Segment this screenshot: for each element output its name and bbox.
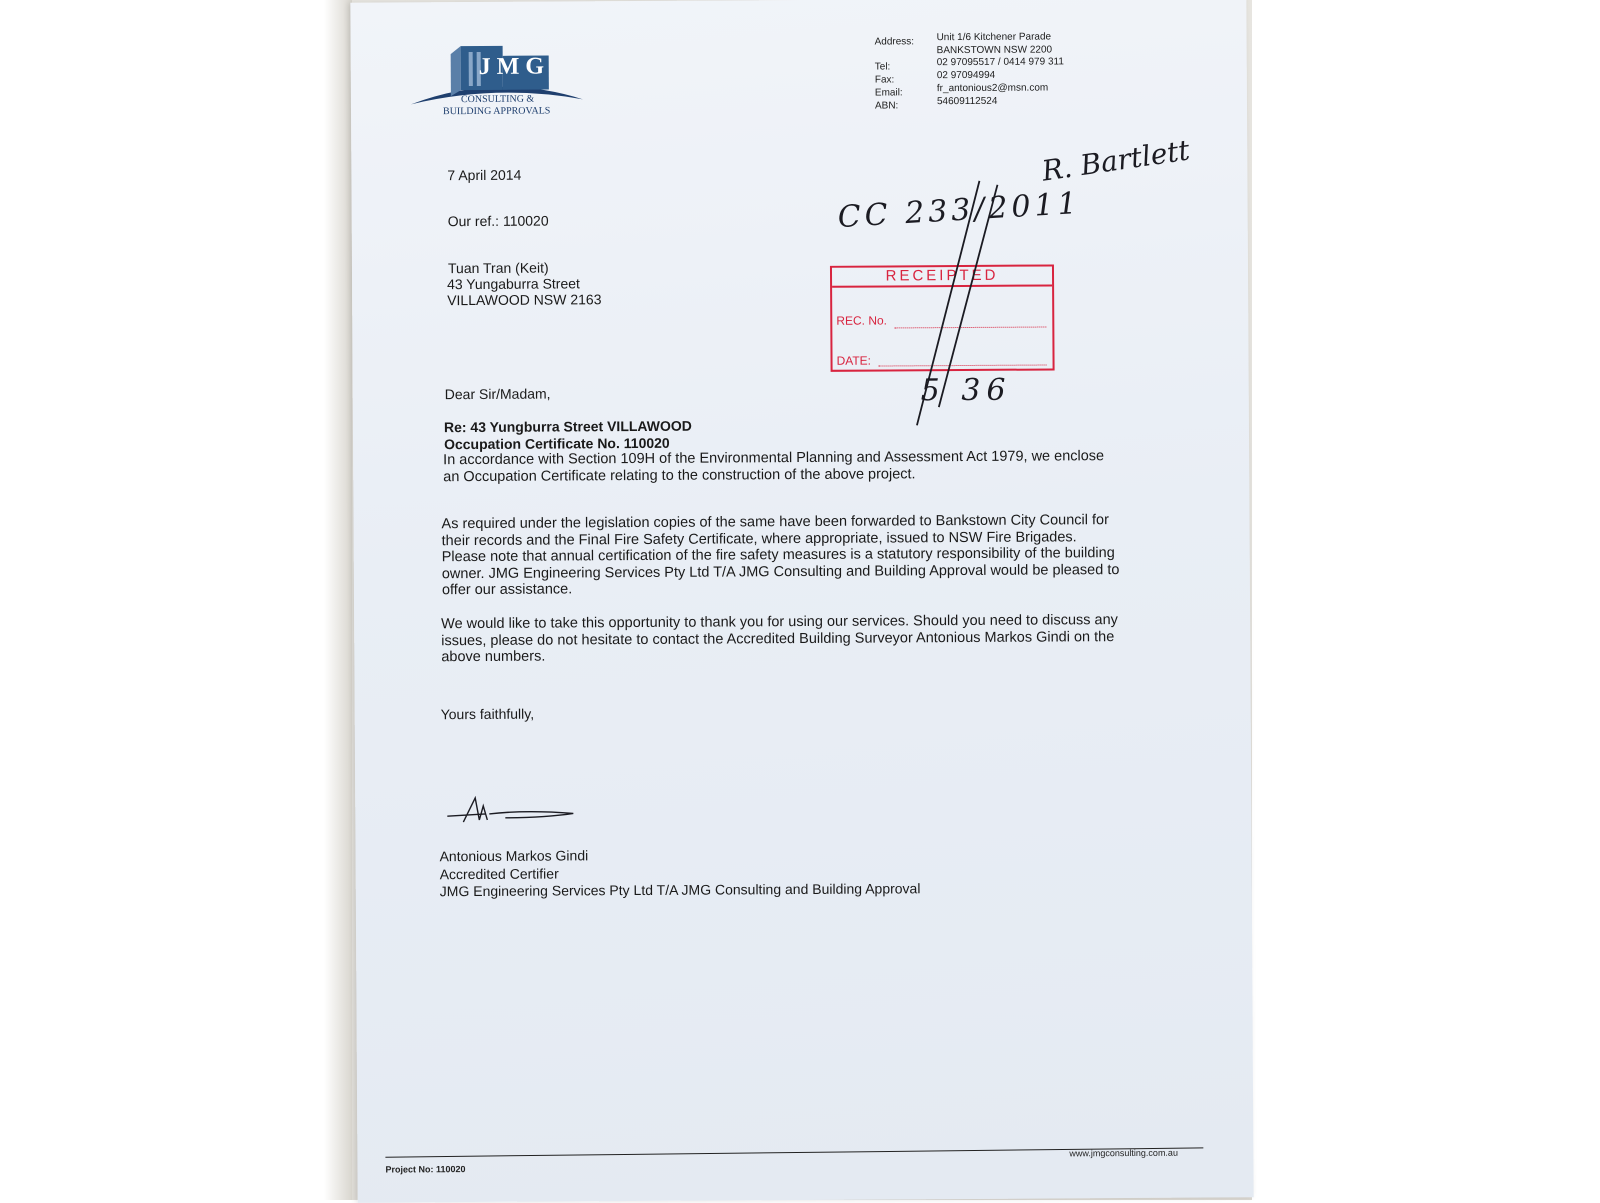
recipient-name: Tuan Tran (Keit) <box>447 259 549 277</box>
stamp-date-label: DATE: <box>836 353 872 368</box>
abn-label: ABN: <box>874 100 899 112</box>
background-right <box>1252 0 1600 1200</box>
signer-company: JMG Engineering Services Pty Ltd T/A JMG Consulting and Building Approval <box>439 880 921 900</box>
fax-label: Fax: <box>874 74 895 86</box>
tel-label: Tel: <box>874 61 891 73</box>
handwritten-initials: R. Bartlett <box>1039 133 1192 188</box>
paragraph-3: We would like to take this opportunity to thank you for using our services. Should you need to discuss any issues, please do not hesitate to contact the Accredited Building Surveyor Antonious Markos Gindi on the above numbers. <box>441 612 1118 666</box>
letter-date: 7 April 2014 <box>447 166 522 184</box>
recipient-street: 43 Yungaburra Street <box>447 275 580 293</box>
paragraph-1: In accordance with Section 109H of the Environmental Planning and Assessment Act 1979, we enclose an Occupation Certificate relating to the construction of the above project. <box>443 448 1105 485</box>
our-reference: Our ref.: 110020 <box>447 212 549 230</box>
signature <box>445 791 585 832</box>
footer-website: www.jmgconsulting.com.au <box>1069 1147 1178 1159</box>
email-label: Email: <box>874 87 903 99</box>
paragraph-2: As required under the legislation copies of the same have been forwarded to Bankstown City Council for their records and the Final Fire Safety Certificate, where appropriate, issued to NSW Fire Brigades. Please note that annual certification of the fire safety measures is a statutory responsibility of the building owner. JMG Engineering Services Pty Ltd T/A JMG Consulting and Building Approval would be pleased to offer our assistance. <box>441 512 1120 599</box>
logo-letters: JMG <box>478 53 551 80</box>
tel-value: 02 97095517 / 0414 979 311 <box>936 56 1064 69</box>
company-logo <box>411 41 591 122</box>
address-line2: BANKSTOWN NSW 2200 <box>936 44 1053 57</box>
footer-project-number: Project No: 110020 <box>385 1164 466 1175</box>
stamp-rec-no-label: REC. No. <box>836 313 888 328</box>
handwritten-number: 5 36 <box>920 372 1012 409</box>
logo-line2: BUILDING APPROVALS <box>442 105 551 118</box>
address-line1: Unit 1/6 Kitchener Parade <box>936 31 1052 44</box>
handwritten-cc-number: CC 233/2011 <box>836 185 1082 236</box>
subject-line-1: Re: 43 Yungburra Street VILLAWOOD <box>443 417 692 436</box>
signer-title: Accredited Certifier <box>439 865 559 883</box>
stamp-title: RECEIPTED <box>832 266 1052 287</box>
logo-line1: CONSULTING & <box>460 93 535 106</box>
letter-page <box>350 0 1253 1203</box>
signer-name: Antonious Markos Gindi <box>439 847 589 865</box>
fax-value: 02 97094994 <box>936 69 996 82</box>
salutation: Dear Sir/Madam, <box>444 385 551 403</box>
closing: Yours faithfully, <box>440 705 535 723</box>
recipient-city: VILLAWOOD NSW 2163 <box>447 291 602 309</box>
abn-value: 54609112524 <box>936 95 998 108</box>
subject-line-2: Occupation Certificate No. 110020 <box>443 434 670 453</box>
address-label: Address: <box>874 36 915 48</box>
background-left <box>0 0 352 1200</box>
email-value: fr_antonious2@msn.com <box>936 82 1049 95</box>
